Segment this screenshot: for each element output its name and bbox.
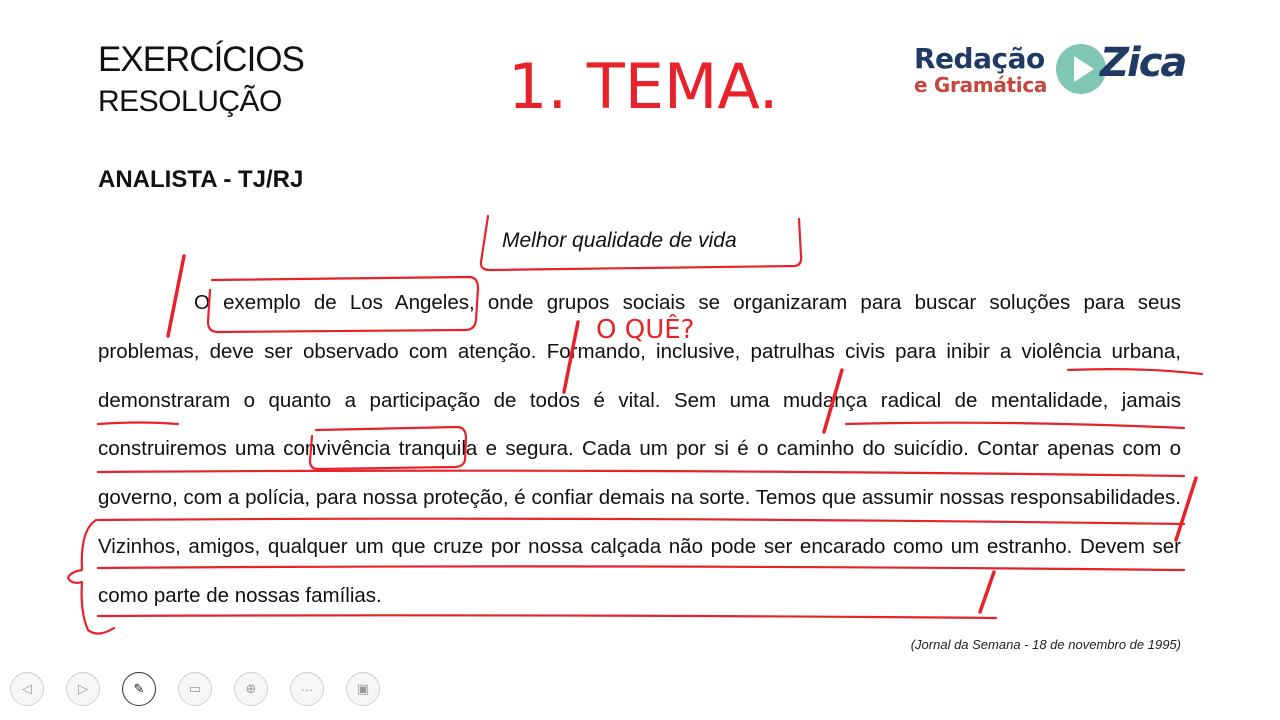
essay-paragraph [98,279,1181,621]
logo-brand-text: Zica [1100,40,1186,86]
next-slide-button[interactable] [66,672,100,706]
triangle-right-icon: ▷ [78,681,88,696]
logo-text-line1: Redação [914,42,1045,75]
triangle-left-icon: ◁ [22,681,32,696]
pen-tool-button[interactable] [122,672,156,706]
screen-settings-button[interactable] [346,672,380,706]
section-title: ANALISTA - TJ/RJ [98,166,304,193]
slide-title: EXERCÍCIOS [98,40,304,79]
text-title: Melhor qualidade de vida [502,229,737,252]
logo-text-line2: e Gramática [914,73,1048,97]
brand-logo [912,40,1202,102]
previous-slide-button[interactable] [10,672,44,706]
subtitles-button[interactable] [178,672,212,706]
screen-icon: ▣ [356,681,370,696]
zoom-slide-button[interactable] [234,672,268,706]
zoom-slide-icon: ⊕ [245,681,257,696]
slide-subtitle: RESOLUÇÃO [98,85,282,118]
subtitles-icon: ▭ [188,681,202,696]
annotation-heading: 1. TEMA. [508,50,779,123]
more-options-button[interactable] [290,672,324,706]
text-source-citation: (Jornal da Semana - 18 de novembro de 1995) [910,637,1181,652]
pen-icon: ✎ [133,681,145,696]
more-dots-icon: ··· [300,681,314,697]
essay-paragraph-text: O exemplo de Los Angeles, onde grupos sociais se organizaram para buscar soluções para seus problemas, deve ser observado com atenção. Formando, inclusive, patrulhas civis para inibir a violência urbana, demonstraram o quanto a participação de todos é vital. Sem uma mudança radical de mentalidade, jamais construiremos uma convivência tranquila e segura. Cada um por si é o caminho do suicídio. Contar apenas com o governo, com a polícia, para nossa proteção, é confiar demais na sorte. Temos que assumir nossas responsabilidades. Vizinhos, amigos, qualquer um que cruze por nossa calçada não pode ser encarado como um estranho. Devem ser como parte de nossas famílias. [98,291,1181,607]
annotation-question: O QUÊ? [596,315,695,345]
